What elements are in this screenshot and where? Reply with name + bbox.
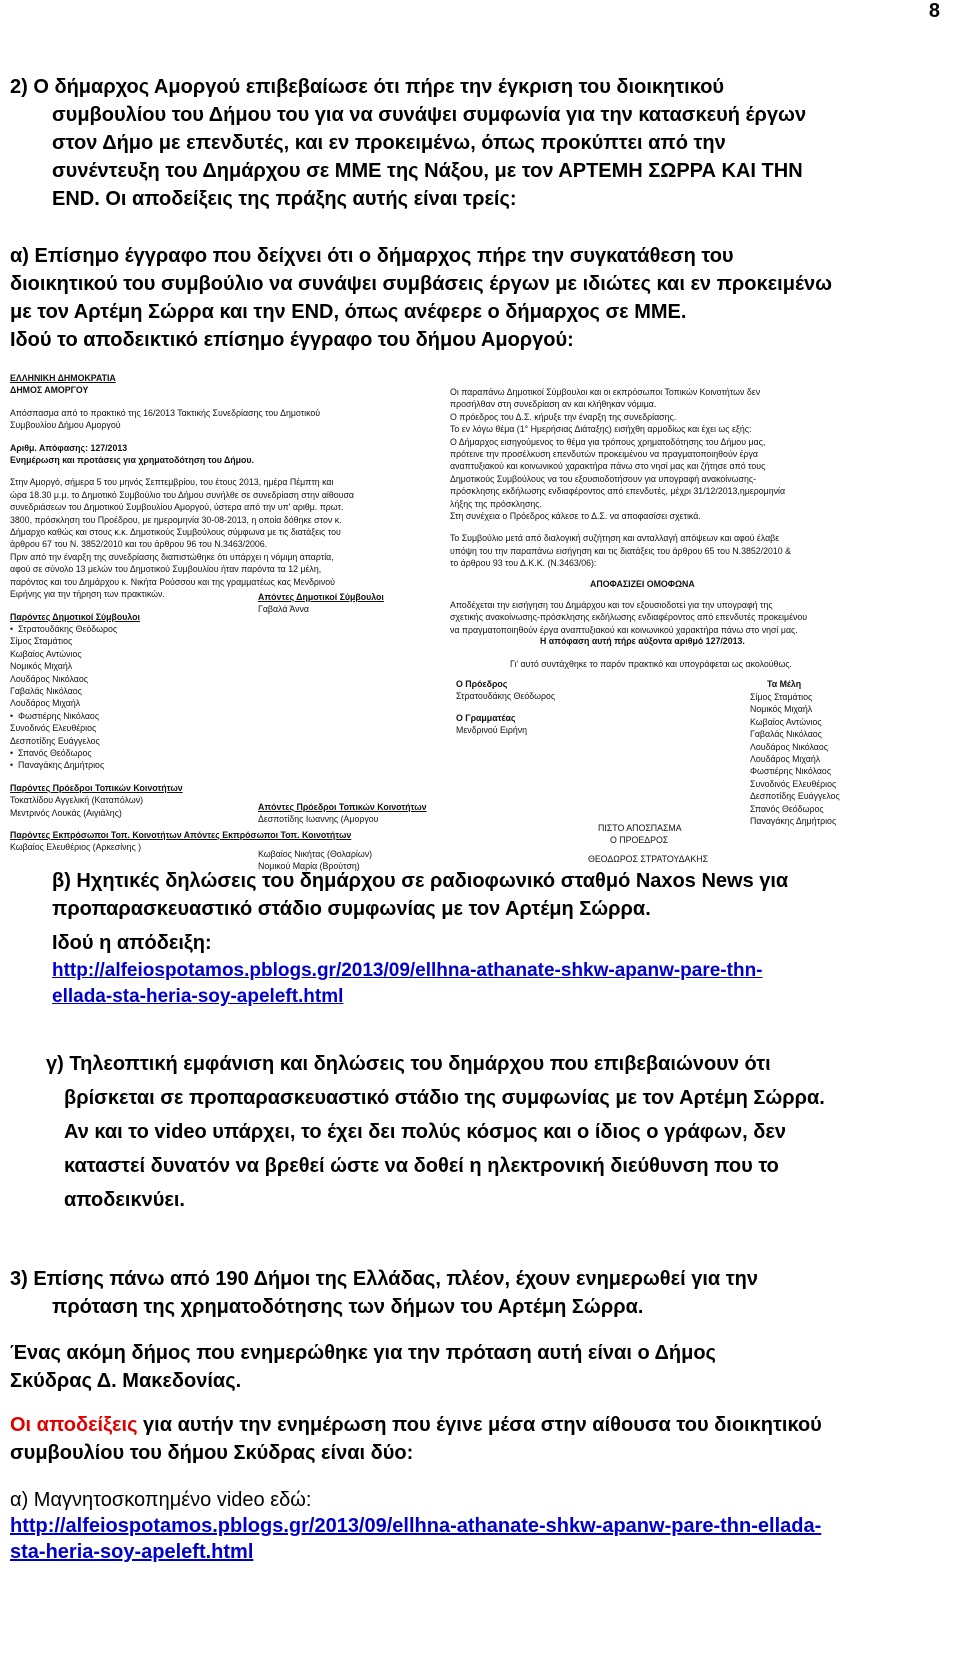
document-line: Ενημέρωση και προτάσεις για χρηματοδότηση του Δήμου. [10, 455, 254, 466]
skydra-proofs-rest: για αυτήν την ενημέρωση που έγινε μέσα στην αίθουσα του διοικητικού [137, 1414, 822, 1436]
document-line: παρόντος και του Δημάρχου κ. Νικήτα Ρούσσου και της γραμματέως κας Μενδρινού [10, 576, 335, 587]
document-line: ΔΗΜΟΣ ΑΜΟΡΓΟΥ [10, 385, 89, 396]
document-line: Παρόντες Πρόεδροι Τοπικών Κοινοτήτων [10, 782, 183, 793]
decision-title: ΑΠΟΦΑΣΙΖΕΙ ΟΜΟΦΩΝΑ [590, 579, 695, 589]
document-line: Στη συνέχεια ο Πρόεδρος κάλεσε το Δ.Σ. να αποφασίσει σχετικά. [450, 511, 701, 522]
document-line: Ο πρόεδρος του Δ.Σ. κήρυξε την έναρξη της συνεδρίασης. [450, 411, 677, 422]
skydra-proofs-line: συμβουλίου του δήμου Σκύδρας είναι δύο: [10, 1442, 414, 1464]
skydra-line: Σκύδρας Δ. Μακεδονίας. [10, 1370, 242, 1392]
member-name: Δεσποτίδης Ευάγγελος [750, 791, 840, 802]
section-2-line: END. Οι αποδείξεις της πράξης αυτής είναι τρείς: [52, 188, 517, 210]
skydra-paragraph [10, 1339, 716, 1395]
document-line: Δημοτικούς Συμβούλους να του εξουσιοδοτήσουν για υπογραφή ανακοίνωσης- [450, 473, 757, 484]
document-line: • Παναγάκης Δημήτριος [10, 759, 430, 771]
document-line: λήξης της πρόσκλησης. [450, 498, 542, 509]
member-name: Σίμος Σταμάτιος [750, 692, 813, 702]
member-name: Γαβαλάς Νικόλαος [750, 729, 822, 740]
document-line: Δήμαρχο καθώς και στους κ.κ. Δημοτικούς Συμβούλους σύμφωνα με τις διατάξεις του [10, 527, 341, 538]
proof-b-paragraph [52, 867, 788, 957]
video-proof-link-line[interactable]: sta-heria-soy-apeleft.html [10, 1541, 254, 1563]
document-line: Νομικός Μιχαήλ [10, 661, 73, 672]
document-line: Το εν λόγω θέμα (1° Ημερήσιας Διάταξης) εισήχθη αρμοδίως και έχει ως εξής: [450, 424, 752, 435]
member-name: Κωβαίος Αντώνιος [750, 716, 822, 727]
certified-name: ΘΕΟΔΩΡΟΣ ΣΤΡΑΤΟΥΔΑΚΗΣ [588, 854, 709, 864]
document-line: Δεσποτίδης Ευάγγελος [10, 735, 100, 746]
document-line: Ειρήνης για την τήρηση των πρακτικών. [10, 589, 165, 600]
president-label: Ο Πρόεδρος [456, 679, 508, 689]
document-line: Τοκατλίδου Αγγελική (Καταπόλων) [10, 795, 144, 806]
proof-b-link[interactable] [52, 958, 763, 1010]
document-line: Δεσποτίδης Ιωαννης (Αμοργου [258, 814, 379, 825]
section-2-line: στον Δήμο με επενδυτές, και εν προκειμένω, όπως προκύπτει από την [52, 132, 726, 154]
section-3-line: 3) Επίσης πάνω από 190 Δήμοι της Ελλάδας, πλέον, έχουν ενημερωθεί για την [10, 1268, 758, 1290]
proof-b-line: προπαρασκευαστικό στάδιο συμφωνίας με τον Αρτέμη Σώρρα. [52, 898, 651, 920]
document-line: πρότεινε την προσέλκυση επενδυτών προκειμένου να πραγματοποιηθούν έργα [450, 449, 759, 460]
video-proof-link-line[interactable]: http://alfeiospotamos.pblogs.gr/2013/09/ellhna-athanate-shkw-apanw-pare-thn-ellada- [10, 1515, 822, 1537]
section-3-paragraph [10, 1265, 758, 1321]
document-line: Κωβαίος Αντώνιος [10, 648, 82, 659]
red-highlight-text: Οι αποδείξεις [10, 1414, 138, 1436]
document-line: άρθρου 67 του Ν. 3852/2010 και του άρθρου 96 του Ν.3463/2006. [10, 539, 268, 550]
document-line: • Στρατουδάκης Θεόδωρος [10, 623, 430, 635]
section-2-line: 2) Ο δήμαρχος Αμοργού επιβεβαίωσε ότι πήρε την έγκριση του διοικητικού [10, 76, 725, 98]
document-line: αφού σε σύνολο 13 μελών του Δημοτικού Συμβουλίου ήταν παρόντα τα 12 μέλη, [10, 564, 322, 575]
page-number: 8 [928, 0, 940, 22]
document-line: Οι παραπάνω Δημοτικοί Σύμβουλοι και οι εκπρόσωποι Τοπικών Κοινοτήτων δεν [450, 387, 761, 397]
proof-a-line: Ιδού το αποδεικτικό επίσημο έγγραφο του δήμου Αμοργού: [10, 329, 574, 351]
document-middle-column [258, 591, 458, 872]
skydra-proofs-line [10, 1411, 822, 1439]
document-line [10, 466, 430, 476]
document-line: Κωβαίος Νικήτας (Θολαρίων) [258, 848, 373, 859]
document-line: Λουδάρος Μιχαήλ [10, 698, 81, 709]
document-line: Ο Δήμαρχος εισηγούμενος το θέμα για τρόπους χρηματοδότησης του Δήμου μας, [450, 436, 766, 447]
proof-c-line: καταστεί δυνατόν να βρεθεί ώστε να δοθεί η ηλεκτρονική διεύθυνση που το [64, 1155, 779, 1177]
member-name: Σπανός Θεόδωρος [750, 803, 824, 814]
proof-b-line: β) Ηχητικές δηλώσεις του δημάρχου σε ραδιοφωνικό σταθμό Naxos News για [52, 870, 789, 892]
document-line: Απόντες Πρόεδροι Τοπικών Κοινοτήτων [258, 801, 427, 812]
video-proof-label: α) Μαγνητοσκοπημένο video εδώ: [10, 1489, 312, 1511]
document-line: Απόντες Δημοτικοί Σύμβουλοι [258, 592, 384, 602]
proof-b-line: Ιδού η απόδειξη: [52, 932, 212, 954]
member-name: Λουδάρος Νικόλαος [750, 741, 828, 752]
document-line: Γαβαλά Άννα [258, 604, 309, 615]
section-2-paragraph [10, 73, 806, 213]
skydra-line: Ένας ακόμη δήμος που ενημερώθηκε για την πρόταση αυτή είναι ο Δήμος [10, 1342, 716, 1364]
document-line: Συμβουλίου Δήμου Αμοργού [10, 420, 121, 431]
document-line: συνεδριάσεων του Δημοτικού Συμβουλίου Αμοργού, ύστερα από την υπ' αριθμ. πρωτ. [10, 502, 344, 513]
proof-c-line: γ) Τηλεοπτική εμφάνιση και δηλώσεις του δημάρχου που επιβεβαιώνουν ότι [46, 1053, 771, 1075]
document-line: αναπτυξιακού και κοινωνικού χαρακτήρα πάνω στο νησί μας και ζήτησε από τους [450, 461, 766, 472]
document-line [450, 522, 880, 532]
document-line: Συνοδινός Ελευθέριος [10, 723, 97, 734]
section-3-line: πρόταση της χρηματοδότησης των δήμων του Αρτέμη Σώρρα. [52, 1296, 644, 1318]
decision-number: Η απόφαση αυτή πήρε αύξοντα αριθμό 127/2013. [540, 636, 745, 646]
document-line [10, 432, 430, 442]
proof-c-paragraph [46, 1047, 825, 1217]
decision-line: Αποδέχεται την εισήγηση του Δημάρχου και τον εξουσιοδοτεί για την υπογραφή της [450, 600, 773, 610]
proof-b-link-line[interactable]: http://alfeiospotamos.pblogs.gr/2013/09/ellhna-athanate-shkw-apanw-pare-thn- [52, 960, 763, 981]
document-line: Το Συμβούλιο μετά από διαλογική συζήτηση και ανταλλαγή απόψεων και αφού έλαβε [450, 533, 780, 544]
document-line: Στην Αμοργό, σήμερα 5 του μηνός Σεπτεμβρίου, του έτους 2013, ημέρα Πέμπτη και [10, 477, 334, 488]
certified-president: Ο ΠΡΟΕΔΡΟΣ [610, 835, 669, 845]
secretary-label: Ο Γραμματέας [456, 713, 516, 723]
document-line: Σίμος Σταμάτιος [10, 636, 73, 647]
document-line: Κωβαίος Ελευθέριος (Αρκεσίνης ) [10, 842, 142, 853]
document-line: Απόσπασμα από το πρακτικό της 16/2013 Τακτικής Συνεδρίασης του Δημοτικού [10, 407, 321, 418]
members-label: Τα Μέλη [767, 679, 802, 689]
proof-a-line: α) Επίσημο έγγραφο που δείχνει ότι ο δήμαρχος πήρε την συγκατάθεση του [10, 245, 734, 267]
proof-b-link-line[interactable]: ellada-sta-heria-soy-apeleft.html [52, 986, 344, 1007]
member-name: Συνοδινός Ελευθέριος [750, 778, 837, 789]
document-line: Λουδάρος Νικόλαος [10, 673, 88, 684]
document-line: Παρόντες Δημοτικοί Σύμβουλοι [10, 611, 140, 622]
document-line: Γαβαλάς Νικόλαος [10, 685, 82, 696]
proof-a-line: διοικητικού του συμβούλιο να συνάψει συμβάσεις έργων με ιδιώτες και εν προκειμένω [10, 273, 832, 295]
document-line: • Φωστιέρης Νικόλαος [10, 710, 430, 722]
document-line: Αριθμ. Απόφασης: 127/2013 [10, 442, 128, 453]
document-line: ΕΛΛΗΝΙΚΗ ΔΗΜΟΚΡΑΤΙΑ [10, 373, 116, 383]
member-name: Λουδάρος Μιχαήλ [750, 754, 821, 765]
document-line: προσήλθαν στη συνεδρίαση αν και κλήθηκαν νόμιμα. [450, 399, 657, 410]
member-name: Νομικός Μιχαήλ [750, 704, 813, 715]
certified-extract: ΠΙΣΤΟ ΑΠΟΣΠΑΣΜΑ [598, 823, 682, 833]
video-proof [10, 1487, 821, 1565]
secretary-name: Μενδρινού Ειρήνη [456, 725, 528, 735]
embedded-municipal-document [10, 372, 885, 912]
proof-a-paragraph [10, 242, 832, 354]
document-line: Πριν από την έναρξη της συνεδρίασης διαπιστώθηκε ότι υπάρχει η νόμιμη απαρτία, [10, 551, 334, 562]
document-line [10, 397, 430, 407]
document-line: ώρα 18.30 μ.μ. το Δημοτικό Συμβούλιο του Δήμου συνήλθε σε συνεδρίαση στην αίθουσα [10, 489, 354, 500]
document-line: υπόψη του την παραπάνω εισήγηση και τις διατάξεις του άρθρου 65 του Ν.3852/2010 & [450, 545, 792, 556]
members-list [750, 691, 840, 827]
document-line: Νομικού Μαρία (Βρούτση) [258, 861, 360, 872]
section-2-line: συμβουλίου του Δήμου του για να συνάψει συμφωνία για την κατασκευή έργων [52, 104, 807, 126]
section-2-line: συνέντευξη του Δημάρχου σε ΜΜΕ της Νάξου, με τον ΑΡΤΕΜΗ ΣΩΡΡΑ ΚΑΙ ΤΗΝ [52, 160, 803, 182]
member-name: Φωστιέρης Νικόλαος [750, 766, 832, 777]
document-line: Μεντρινός Λουκάς (Αιγιάλης) [10, 807, 122, 818]
skydra-proofs-paragraph [10, 1411, 822, 1467]
decision-line: σχετικής ανακοίνωσης-πρόσκλησης εκδήλωσης ενδιαφέροντος από επενδυτές προκειμένου [450, 612, 808, 623]
president-name: Στρατουδάκης Θεόδωρος [456, 691, 556, 701]
document-line: • Σπανός Θεόδωρος [10, 747, 430, 759]
member-name: Παναγάκης Δημήτριος [750, 816, 837, 827]
decision-line: να πραγματοποιηθούν έργα αναπτυξιακού και κοινωνικού χαρακτήρα πάνω στο νησί μας. [450, 624, 798, 635]
proof-a-line: με τον Αρτέμη Σώρρα και την END, όπως ανέφερε ο δήμαρχος σε ΜΜΕ. [10, 301, 687, 323]
document-line [258, 826, 458, 848]
document-line: πρόσκλησης εκδήλωσης ενδιαφέροντος από επενδυτές, μέχρι 31/12/2013,ημερομηνία [450, 486, 786, 497]
proof-c-line: βρίσκεται σε προπαρασκευαστικό στάδιο της συμφωνίας με τον Αρτέμη Σώρρα. [64, 1087, 825, 1109]
document-line [258, 616, 458, 801]
document-line: Παρόντες Εκπρόσωποι Τοπ. Κοινοτήτων Απόντες Εκπρόσωποι Τοπ. Κοινοτήτων [10, 830, 352, 840]
document-line: 3800, πρόσκληση του Προέδρου, με ημερομηνία 30-08-2013, η οποία δόθηκε στον κ. [10, 514, 342, 525]
proof-c-line: Αν και το video υπάρχει, το έχει δει πολύς κόσμος και ο ίδιος ο γράφων, δεν [64, 1121, 786, 1143]
proof-c-line: αποδεικνύει. [64, 1189, 185, 1211]
signature-note: Γι' αυτό συντάχθηκε το παρόν πρακτικό και υπογράφεται ως ακολούθως. [510, 659, 793, 669]
document-line: το άρθρου 93 του Δ.Κ.Κ. (Ν.3463/06): [450, 558, 597, 569]
decision-text [450, 599, 807, 636]
document-right-column [450, 386, 880, 570]
